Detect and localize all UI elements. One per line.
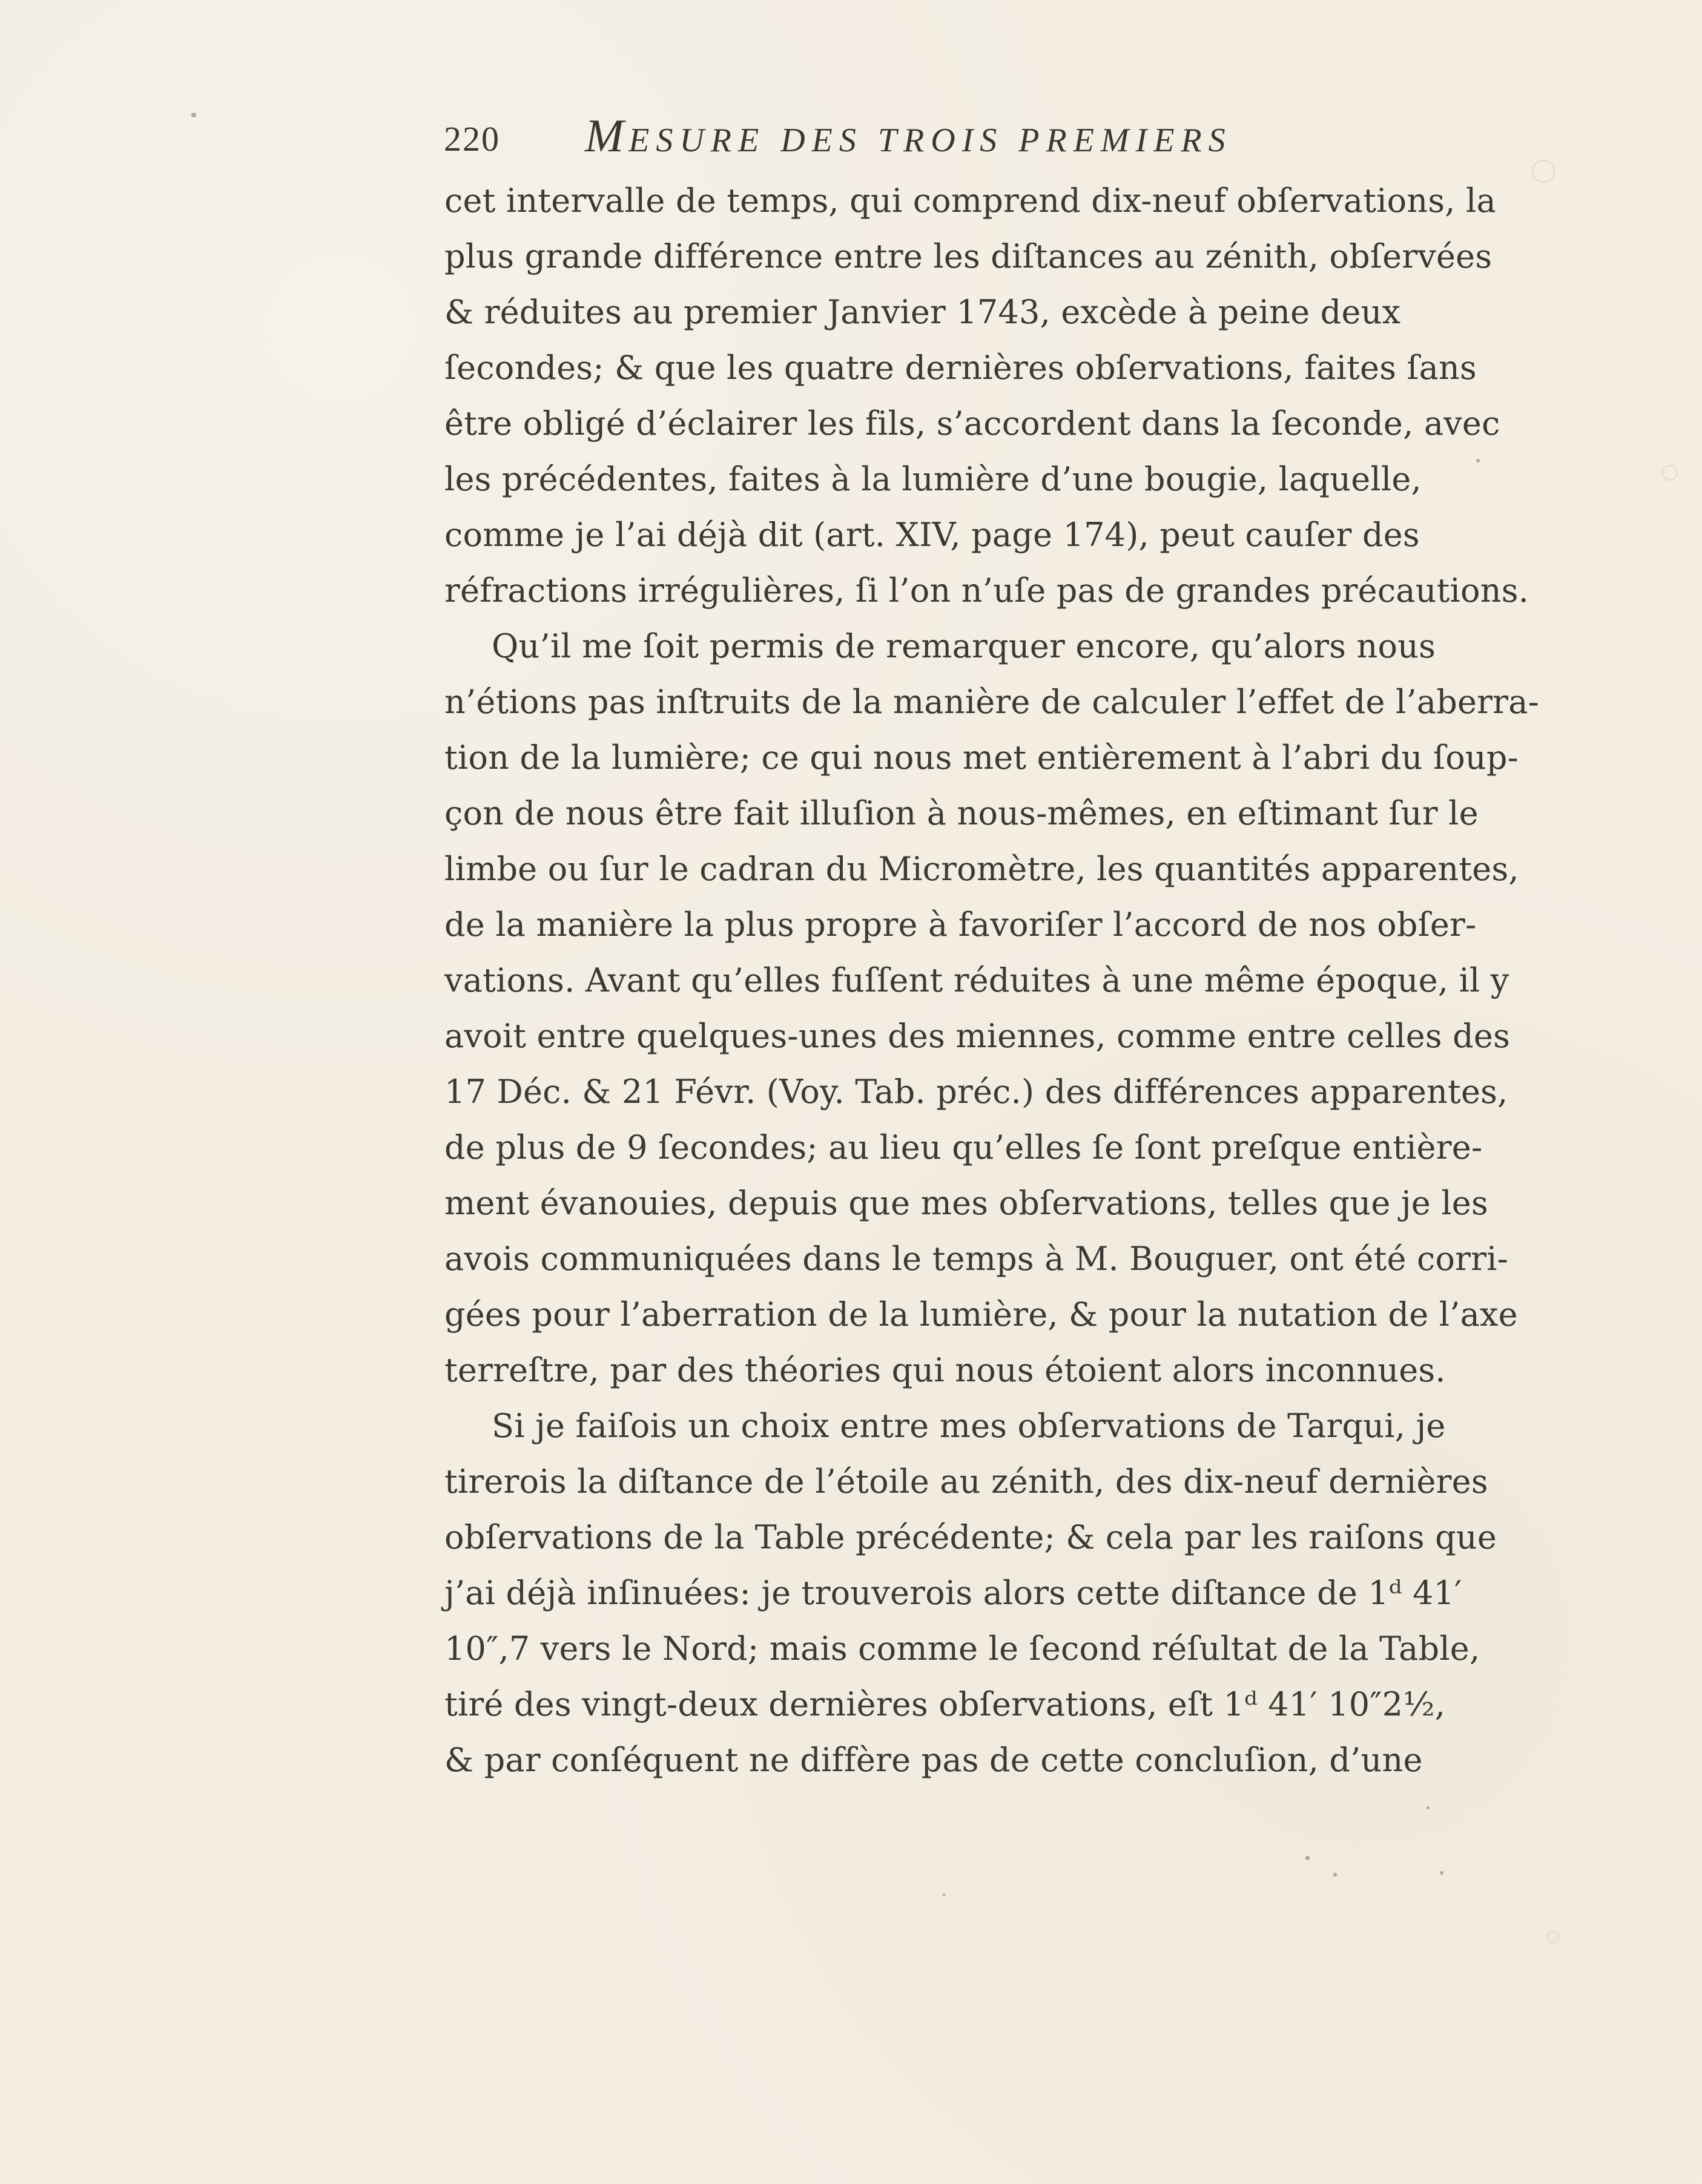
- text-line: 10″,7 vers le Nord; mais comme le ſecond réſultat de la Table,: [444, 1630, 1480, 1668]
- text-line: tion de la lumière; ce qui nous met entièrement à l’abri du ſoup-: [444, 738, 1519, 777]
- text-line: avois communiquées dans le temps à M. Bouguer, ont été corri-: [444, 1240, 1509, 1278]
- paragraph-start-line: Si je faiſois un choix entre mes obſervations de Tarqui, je: [492, 1407, 1446, 1445]
- paper-speck: [943, 1893, 945, 1896]
- text-line: 17 Déc. & 21 Févr. (Voy. Tab. préc.) des différences apparentes,: [444, 1073, 1508, 1111]
- running-title-initial: M: [585, 110, 629, 162]
- page-header: [444, 109, 1346, 163]
- text-line: de la manière la plus propre à favoriſer l’accord de nos obſer-: [444, 906, 1477, 944]
- text-line: réfractions irrégulières, ſi l’on n’uſe pas de grandes précautions.: [444, 571, 1529, 610]
- paper-speck: [1440, 1871, 1443, 1875]
- text-line: j’ai déjà inſinuées: je trouverois alors cette diſtance de 1ᵈ 41′: [444, 1574, 1462, 1612]
- paper-mark: [1662, 465, 1678, 481]
- paper-speck: [1476, 459, 1480, 462]
- text-line: comme je l’ai déjà dit (art. XIV, page 174), peut cauſer des: [444, 516, 1420, 554]
- page-number: 220: [444, 119, 500, 159]
- paper-speck: [1427, 1806, 1430, 1809]
- text-line: obſervations de la Table précédente; & cela par les raiſons que: [444, 1518, 1497, 1556]
- text-line: gées pour l’aberration de la lumière, & pour la nutation de l’axe: [444, 1295, 1518, 1334]
- text-line: de plus de 9 ſecondes; au lieu qu’elles ſe ſont preſque entière-: [444, 1128, 1483, 1166]
- text-line: terreſtre, par des théories qui nous étoient alors inconnues.: [444, 1351, 1446, 1389]
- text-line: être obligé d’éclairer les fils, s’accordent dans la ſeconde, avec: [444, 404, 1500, 442]
- text-line: & réduites au premier Janvier 1743, excède à peine deux: [444, 293, 1401, 331]
- main-text: [444, 173, 1540, 1788]
- text-line: les précédentes, faites à la lumière d’une bougie, laquelle,: [444, 460, 1422, 498]
- text-line: n’étions pas inſtruits de la manière de calculer l’effet de l’aberra-: [444, 683, 1540, 721]
- paper-speck: [1333, 1873, 1337, 1876]
- paper-mark: [1532, 160, 1555, 183]
- text-line: plus grande différence entre les diſtances au zénith, obſervées: [444, 237, 1493, 275]
- paragraph-start-line: Qu’il me ſoit permis de remarquer encore, qu’alors nous: [492, 627, 1436, 665]
- text-line: çon de nous être fait illuſion à nous-mêmes, en eſtimant ſur le: [444, 794, 1479, 832]
- paper-speck: [1305, 1856, 1310, 1860]
- text-line: avoit entre quelques-unes des miennes, comme entre celles des: [444, 1017, 1511, 1055]
- paper-mark: [1547, 1931, 1559, 1943]
- paper-speck: [191, 113, 196, 117]
- running-title-text: ESURE DES TROIS PREMIERS: [628, 122, 1232, 159]
- text-line: limbe ou ſur le cadran du Micromètre, les quantités apparentes,: [444, 850, 1519, 888]
- running-title: [585, 109, 1232, 163]
- text-line: tirerois la diſtance de l’étoile au zénith, des dix-neuf dernières: [444, 1462, 1488, 1501]
- text-line: vations. Avant qu’elles fuſſent réduites à une même époque, il y: [444, 961, 1509, 999]
- text-line: ment évanouies, depuis que mes obſervations, telles que je les: [444, 1184, 1488, 1222]
- text-line: cet intervalle de temps, qui comprend dix-neuf obſervations, la: [444, 182, 1496, 220]
- text-line: tiré des vingt-deux dernières obſervations, eſt 1ᵈ 41′ 10″2½,: [444, 1685, 1446, 1723]
- text-line: ſecondes; & que les quatre dernières obſervations, faites ſans: [444, 349, 1477, 387]
- text-line: & par conſéquent ne diffère pas de cette concluſion, d’une: [444, 1741, 1423, 1779]
